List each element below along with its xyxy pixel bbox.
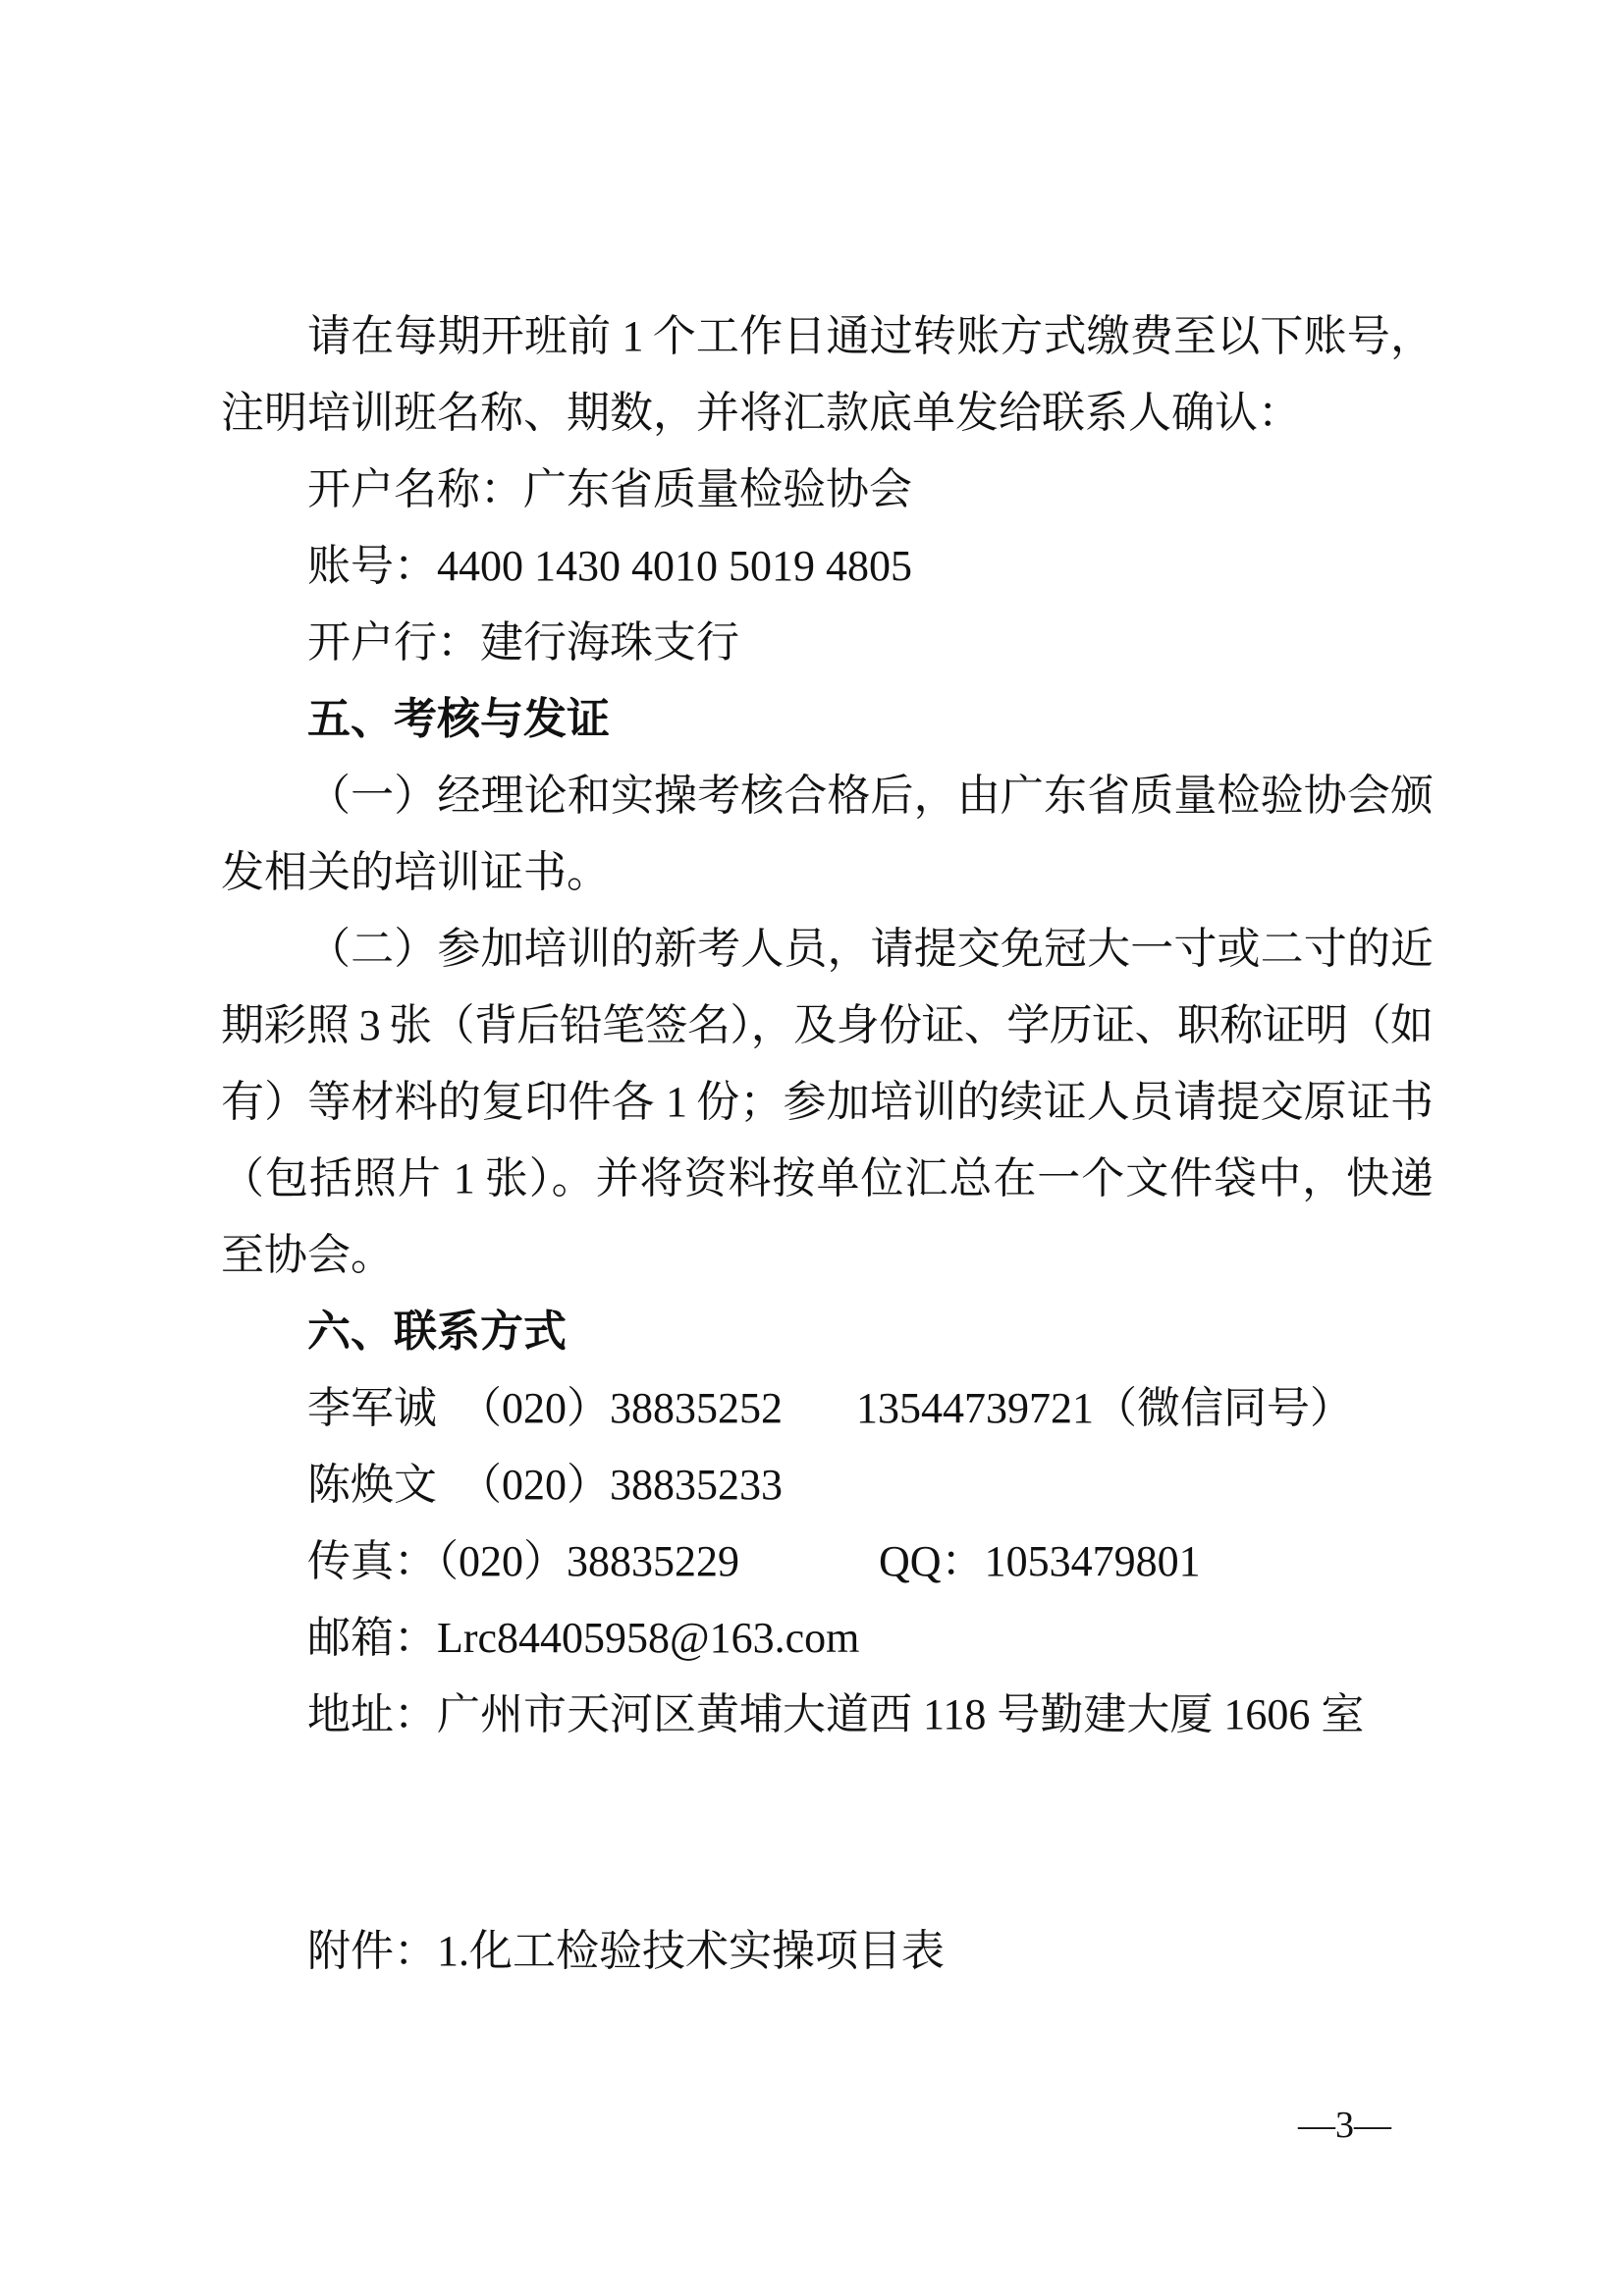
account-name-row <box>221 452 1432 528</box>
email-row <box>221 1600 1432 1677</box>
fax-qq-row <box>221 1523 1432 1600</box>
bank-value: 建行海珠支行 <box>480 618 739 667</box>
attachment-item: 1.化工检验技术实操项目表 <box>437 1927 945 1975</box>
fax-value: （020）38835229 <box>437 1537 739 1585</box>
assessment-item1-line-2: 发相关的培训证书。 <box>221 848 610 896</box>
payment-intro-line-1: 请在每期开班前 1 个工作日通过转账方式缴费至以下账号， <box>307 312 1432 360</box>
address-label: 地址： <box>307 1690 437 1738</box>
account-number-value: 4400 1430 4010 5019 4805 <box>437 542 912 590</box>
contact-mobile: 13544739721（微信同号） <box>856 1384 1353 1432</box>
qq-value: 1053479801 <box>984 1537 1201 1585</box>
qq-group <box>879 1523 1201 1600</box>
assessment-item2-line-1: （二）参加培训的新考人员，请提交免冠大一寸或二寸的近 <box>307 925 1432 973</box>
account-number-label: 账号： <box>307 542 437 590</box>
payment-intro-line-2: 注明培训班名称、期数，并将汇款底单发给联系人确认： <box>221 389 1301 437</box>
contact-name: 陈焕文 <box>307 1461 437 1509</box>
fax-group <box>307 1523 739 1600</box>
attachment-line <box>307 1913 945 1990</box>
assessment-item2-line-3: 有）等材料的复印件各 1 份；参加培训的续证人员请提交原证书 <box>221 1078 1432 1126</box>
assessment-item2-line-5: 至协会。 <box>221 1231 394 1279</box>
fax-label: 传真： <box>307 1537 437 1585</box>
email-label: 邮箱： <box>307 1614 437 1662</box>
document-body <box>221 298 1432 1753</box>
address-value: 广州市天河区黄埔大道西 118 号勤建大厦 1606 室 <box>437 1690 1365 1738</box>
contact-phone: （020）38835233 <box>459 1461 783 1509</box>
page-number: —3— <box>1298 2105 1391 2146</box>
qq-label: QQ： <box>879 1537 985 1585</box>
contact-name: 李军诚 <box>307 1384 437 1432</box>
address-row <box>221 1677 1432 1753</box>
account-number-row <box>221 528 1432 605</box>
contact-phone: （020）38835252 <box>459 1384 783 1432</box>
attachment-label: 附件： <box>307 1927 437 1975</box>
email-value: Lrc84405958@163.com <box>437 1614 860 1662</box>
bank-row <box>221 605 1432 681</box>
contact-row-2 <box>221 1447 1432 1523</box>
section-heading-contact: 六、联系方式 <box>307 1308 567 1356</box>
bank-label: 开户行： <box>307 618 480 667</box>
assessment-item2-line-4: （包括照片 1 张）。并将资料按单位汇总在一个文件袋中，快递 <box>221 1154 1432 1202</box>
section-heading-assessment: 五、考核与发证 <box>307 695 610 743</box>
account-name-label: 开户名称： <box>307 465 523 513</box>
assessment-item1-line-1: （一）经理论和实操考核合格后，由广东省质量检验协会颁 <box>307 772 1432 820</box>
contact-row-1 <box>221 1370 1432 1447</box>
assessment-item2-line-2: 期彩照 3 张（背后铅笔签名），及身份证、学历证、职称证明（如 <box>221 1001 1432 1049</box>
account-name-value: 广东省质量检验协会 <box>523 465 912 513</box>
